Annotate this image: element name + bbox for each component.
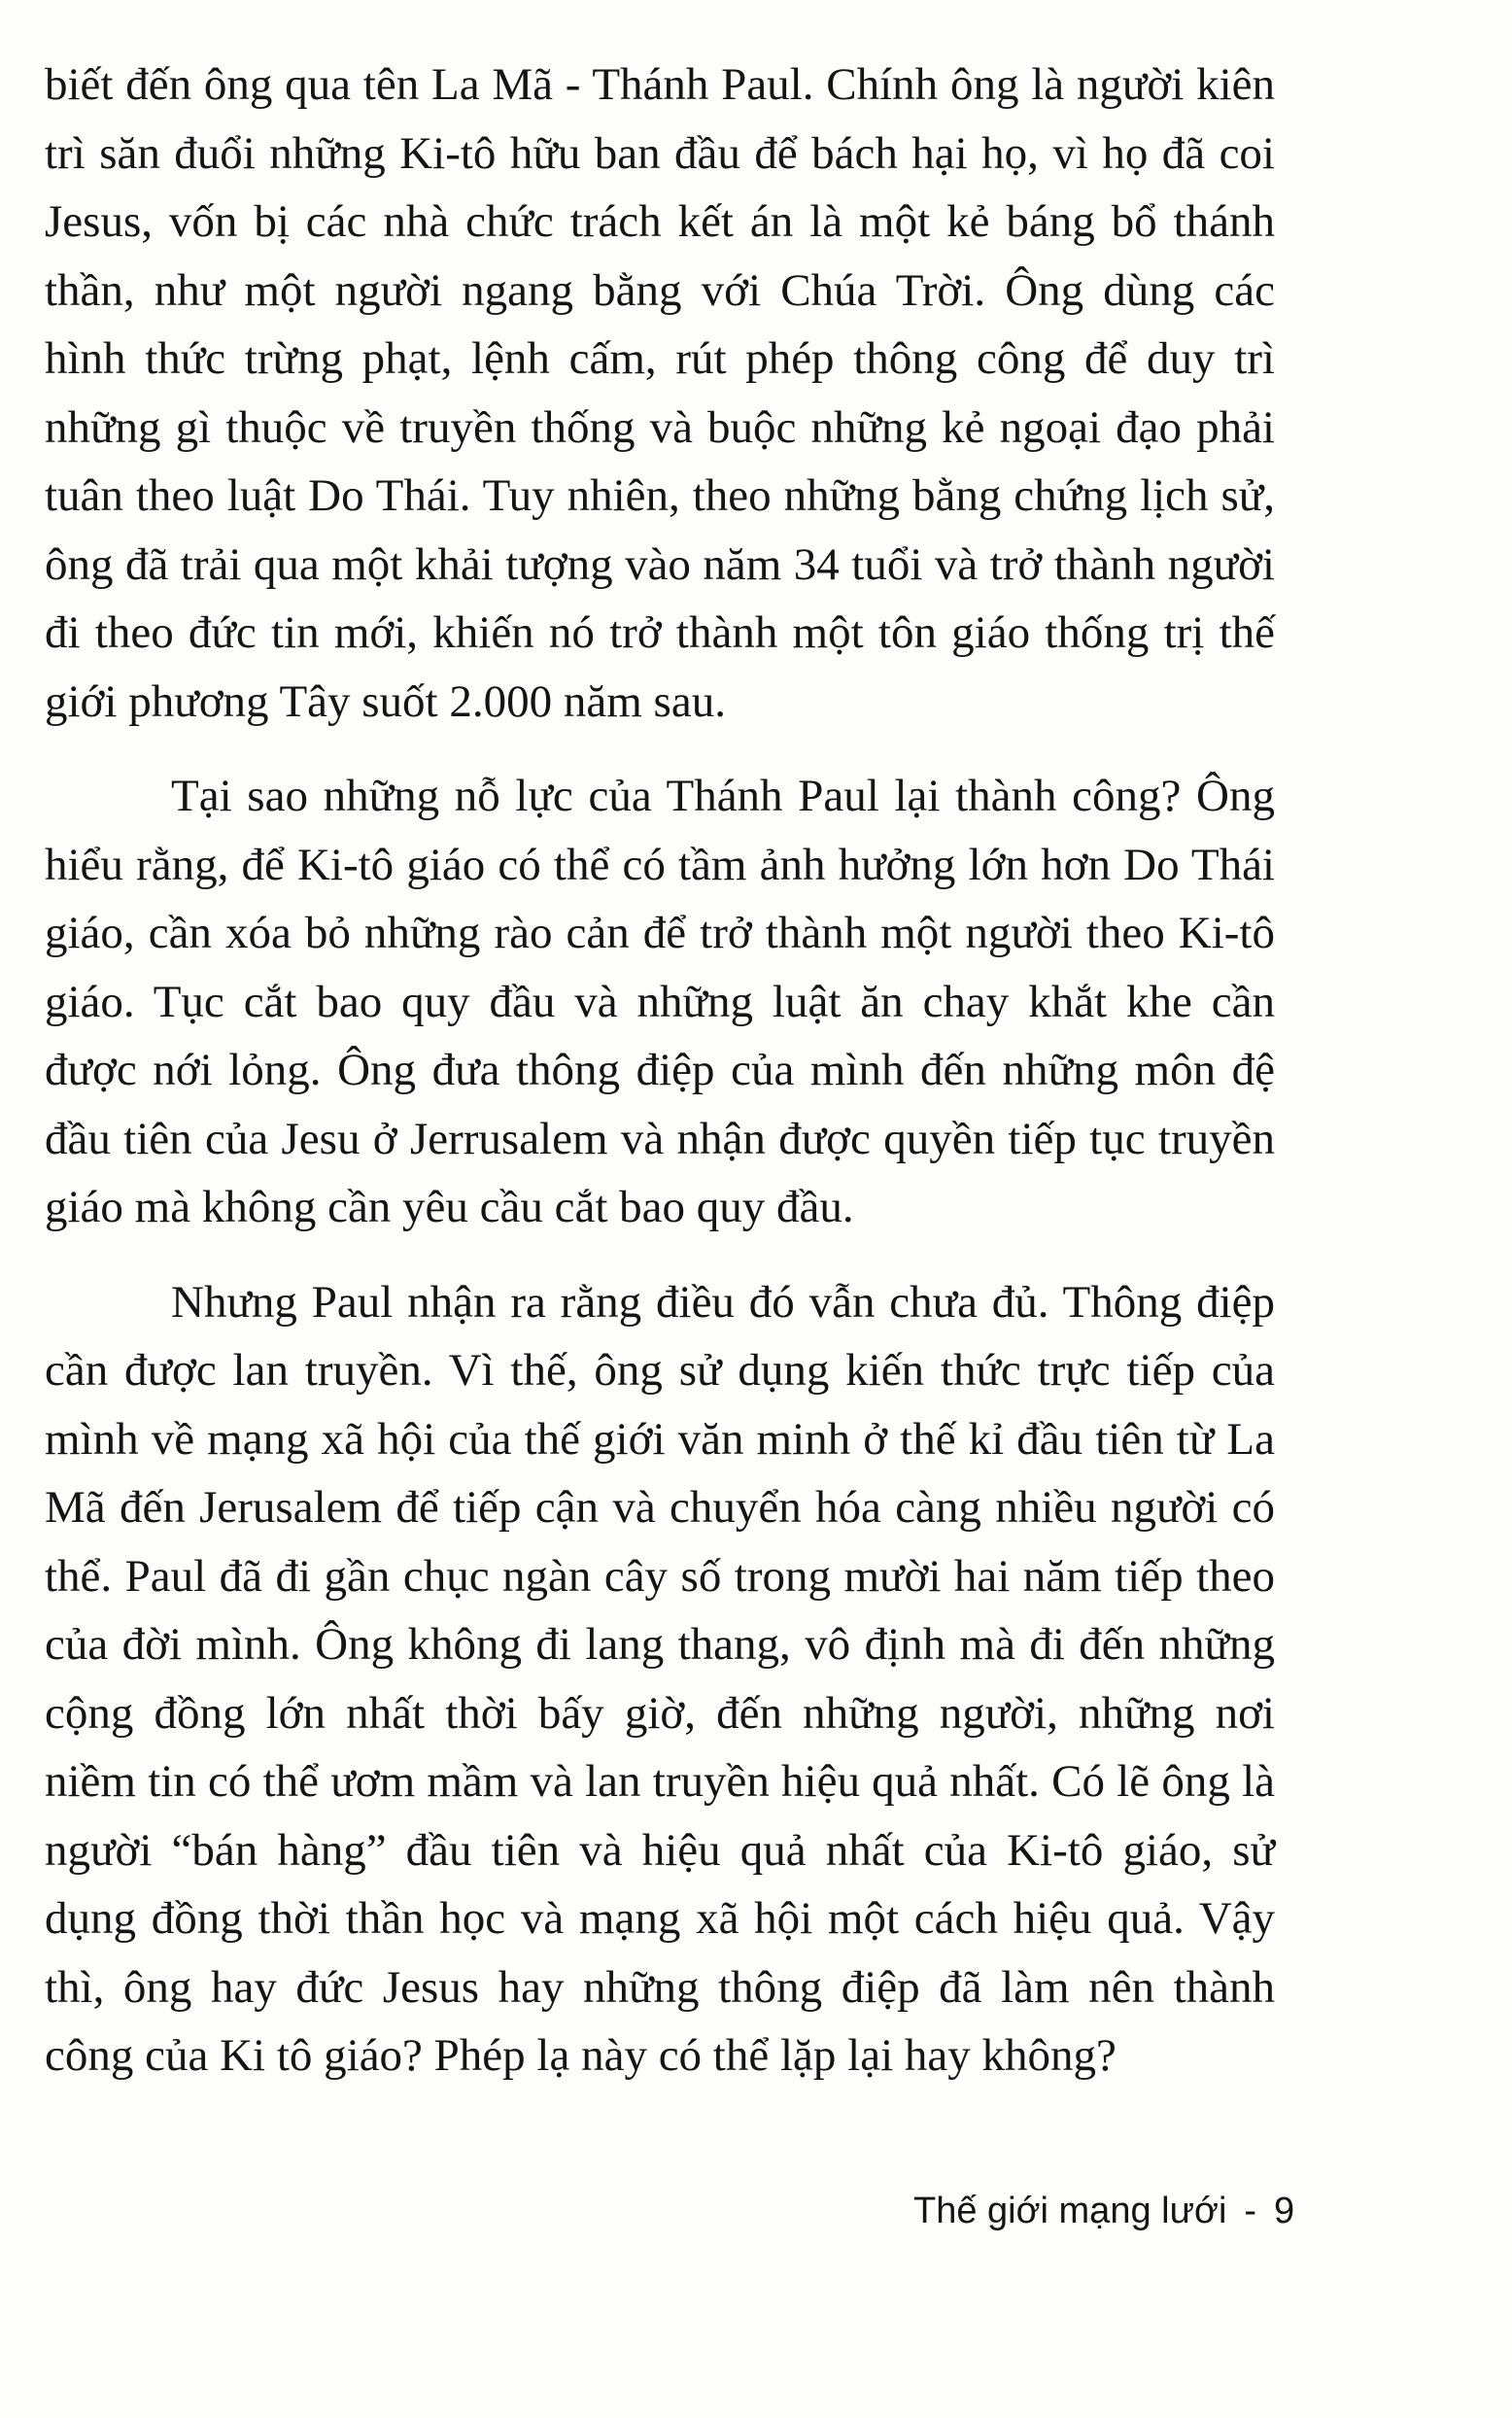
paragraph-1: biết đến ông qua tên La Mã - Thánh Paul. Chính ông là người kiên trì săn đuổi những Ki-tô hữu ban đầu để bách hại họ, vì họ đã coi Jesus, vốn bị các nhà chức trách kết án là một kẻ báng bổ thánh thần, như một người ngang bằng với Chúa Trời. Ông dùng các hình thức trừng phạt, lệnh cấm, rút phép thông công để duy trì những gì thuộc về truyền thống và buộc những kẻ ngoại đạo phải tuân theo luật Do Thái. Tuy nhiên, theo những bằng chứng lịch sử, ông đã trải qua một khải tượng vào năm 34 tuổi và trở thành người đi theo đức tin mới, khiến nó trở thành một tôn giáo thống trị thế giới phương Tây suốt 2.000 năm sau.	[45, 59, 1275, 727]
page-number: 9	[1274, 2191, 1295, 2231]
page-footer	[913, 2187, 1322, 2235]
running-title: Thế giới mạng lưới	[913, 2191, 1227, 2231]
paragraph-2: Tại sao những nỗ lực của Thánh Paul lại thành công? Ông hiểu rằng, để Ki-tô giáo có thể có tầm ảnh hưởng lớn hơn Do Thái giáo, cần xóa bỏ những rào cản để trở thành một người theo Ki-tô giáo. Tục cắt bao quy đầu và những luật ăn chay khắt khe cần được nới lỏng. Ông đưa thông điệp của mình đến những môn đệ đầu tiên của Jesu ở Jerrusalem và nhận được quyền tiếp tục truyền giáo mà không cần yêu cầu cắt bao quy đầu.	[45, 771, 1275, 1232]
body-text	[45, 51, 1275, 2090]
paragraph-3: Nhưng Paul nhận ra rằng điều đó vẫn chưa đủ. Thông điệp cần được lan truyền. Vì thế, ông sử dụng kiến thức trực tiếp của mình về mạng xã hội của thế giới văn minh ở thế kỉ đầu tiên từ La Mã đến Jerusalem để tiếp cận và chuyển hóa càng nhiều người có thể. Paul đã đi gần chục ngàn cây số trong mười hai năm tiếp theo của đời mình. Ông không đi lang thang, vô định mà đi đến những cộng đồng lớn nhất thời bấy giờ, đến những người, những nơi niềm tin có thể ươm mầm và lan truyền hiệu quả nhất. Có lẽ ông là người “bán hàng” đầu tiên và hiệu quả nhất của Ki-tô giáo, sử dụng đồng thời thần học và mạng xã hội một cách hiệu quả. Vậy thì, ông hay đức Jesus hay những thông điệp đã làm nên thành công của Ki tô giáo? Phép lạ này có thể lặp lại hay không?	[45, 1276, 1275, 2081]
footer-separator: -	[1244, 2191, 1257, 2231]
